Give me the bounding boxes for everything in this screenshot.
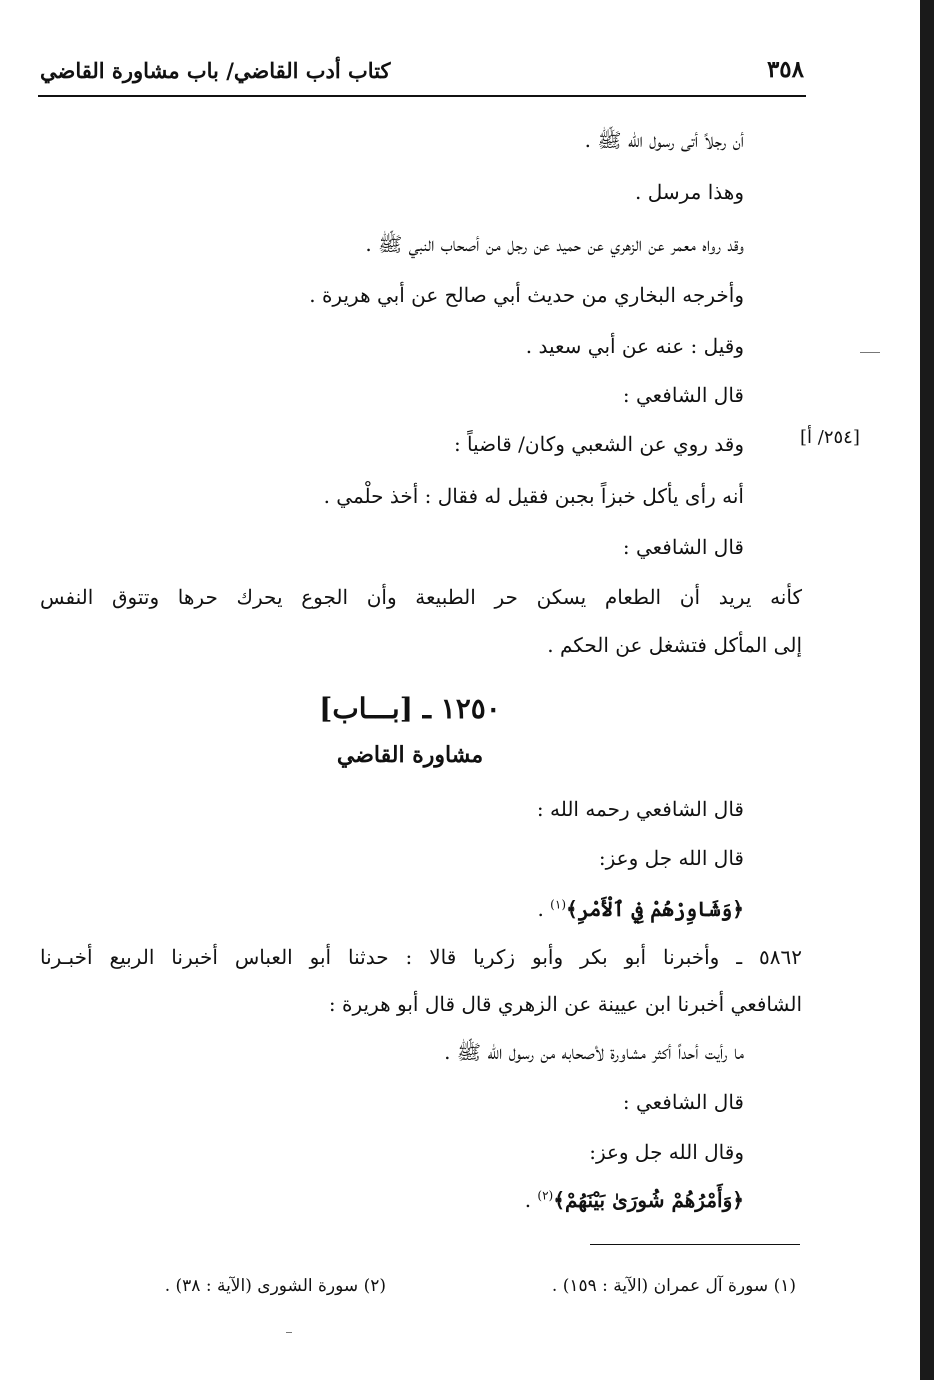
text-line: وأخرجه البخاري من حديث أبي صالح عن أبي هريرة . <box>309 283 744 307</box>
chapter-heading: ١٢٥٠ ـ [بـــاب] <box>319 692 501 725</box>
line-tail: . <box>537 897 551 921</box>
hadith-line-1: ٥٨٦٢ ـ وأخبرنا أبو بكر وأبو زكريا قالا : حدثنا أبو العباس أخبرنا الربيع أخبـرنا <box>40 945 802 969</box>
text-line: قال الشافعي : <box>622 1090 744 1114</box>
paragraph-line-1: كأنه يريد أن الطعام يسكن حر الطبيعة وأن الجوع يحرك حرها وتتوق النفس <box>40 585 802 609</box>
line-tail: . <box>524 1188 538 1212</box>
footnote-rule <box>590 1244 800 1245</box>
text-line: وهذا مرسل . <box>635 180 744 204</box>
text-line: قال الشافعي : <box>622 535 744 559</box>
scan-edge-bar <box>920 0 934 1380</box>
quran-verse: ﴿وَأَمْرُهُمْ شُورَىٰ بَيْنَهُمْ﴾ <box>553 1188 744 1212</box>
text-line: وقال الله جل وعز: <box>589 1140 744 1164</box>
text-line: قال الشافعي رحمه الله : <box>536 797 744 821</box>
text-line: قال الشافعي : <box>622 383 744 407</box>
paragraph-line-2: إلى المأكل فتشغل عن الحكم . <box>547 633 802 657</box>
text-line: ما رأيت أحداً أكثر مشاورة لأصحابه من رسول الله ﷺ . <box>444 1040 744 1064</box>
footnote-1: (١) سورة آل عمران (الآية : ١٥٩) . <box>551 1276 796 1296</box>
scan-speck <box>860 352 880 353</box>
chapter-subtitle: مشاورة القاضي <box>336 742 484 768</box>
running-header-title: كتاب أدب القاضي/ باب مشاورة القاضي <box>40 58 391 83</box>
scan-speck <box>286 1332 292 1333</box>
text-line: أن رجلاً أتى رسول الله ﷺ . <box>584 128 744 152</box>
hadith-line-2: الشافعي أخبرنا ابن عيينة عن الزهري قال قال أبو هريرة : <box>328 992 802 1016</box>
footnote-ref: (٢) <box>537 1188 554 1203</box>
header-rule <box>38 95 806 97</box>
quran-verse-line <box>44 897 744 921</box>
text-line: قال الله جل وعز: <box>598 846 744 870</box>
text-line: وقيل : عنه عن أبي سعيد . <box>525 334 744 358</box>
footnote-2: (٢) سورة الشورى (الآية : ٣٨) . <box>164 1276 386 1296</box>
quran-verse-line <box>44 1188 744 1212</box>
page-number: ٣٥٨ <box>766 56 804 83</box>
text-line: أنه رأى يأكل خبزاً بجبن فقيل له فقال : أخذ حلْمي . <box>323 484 744 508</box>
text-line: وقد روي عن الشعبي وكان/ قاضياً : <box>453 432 744 456</box>
margin-folio-note: [٢٥٤/ أ] <box>800 427 860 448</box>
footnote-ref: (١) <box>550 897 566 912</box>
quran-verse: ﴿وَشَاوِرْهُمْ فِي ٱلْأَمْرِ﴾ <box>566 897 744 921</box>
text-line: وقد رواه معمر عن الزهري عن حميد عن رجل من أصحاب النبي ﷺ . <box>365 232 744 256</box>
